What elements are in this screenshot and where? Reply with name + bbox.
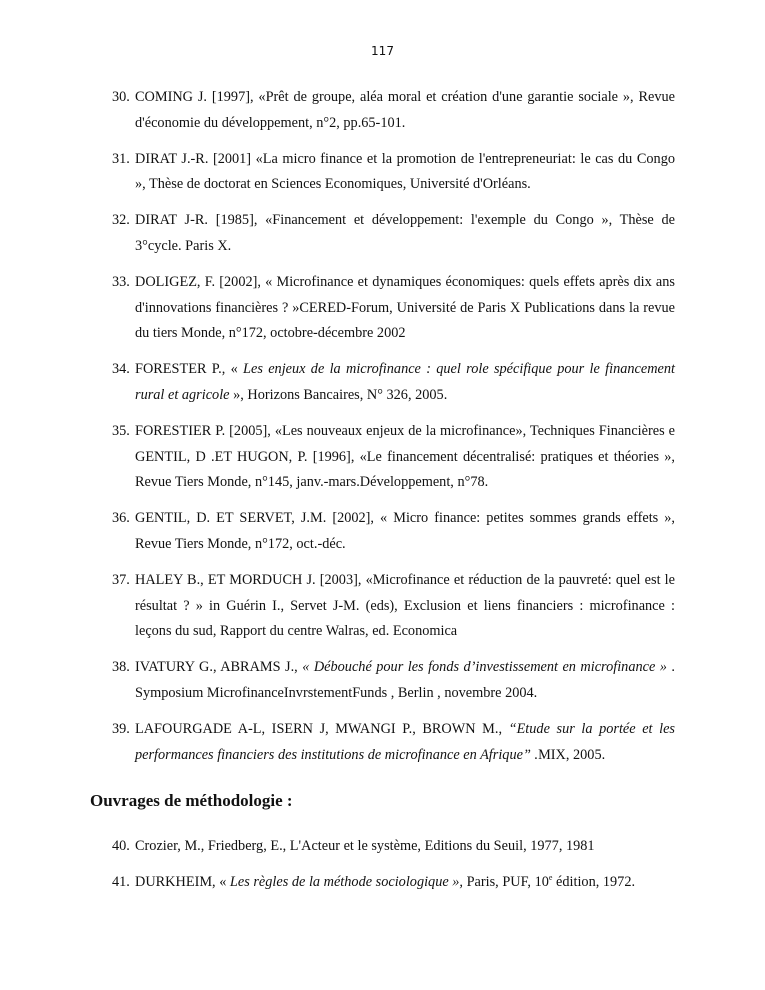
reference-text: DOLIGEZ, F. [2002], « Microfinance et dynamiques économiques: quels effets après dix ans d'innovations financières ? »CERED-Forum, Université de Paris X Publications dans la revue du tiers Monde, n°172, octobre-décembre 2002 bbox=[135, 274, 675, 342]
reference-number: 41. bbox=[112, 874, 130, 891]
reference-text: e bbox=[548, 873, 553, 883]
reference-text: FORESTIER P. [2005], «Les nouveaux enjeux de la microfinance», Techniques Financières e GENTIL, D .ET HUGON, P. [1996], «Le financement décentralisé: pratiques et théories », Revue Tiers Monde, n°145, janv.-mars.Développement, n°78. bbox=[135, 423, 675, 491]
reference-text: COMING J. [1997], «Prêt de groupe, aléa moral et création d'une garantie sociale », Revue d'économie du développement, n°2, pp.65-101. bbox=[135, 89, 675, 131]
reference-text: Crozier, M., Friedberg, E., L'Acteur et le système, Editions du Seuil, 1977, 1981 bbox=[135, 838, 595, 854]
reference-number: 32. bbox=[112, 212, 130, 229]
reference-text: . Symposium MicrofinanceInvrstementFunds , Berlin , novembre 2004. bbox=[135, 659, 675, 701]
reference-text: Paris, PUF, 10 bbox=[463, 874, 549, 891]
reference-number: 37. bbox=[112, 572, 130, 588]
reference-text: IVATURY G., ABRAMS J., bbox=[135, 659, 303, 676]
reference-item bbox=[112, 870, 675, 896]
reference-item bbox=[112, 270, 675, 347]
reference-text: DIRAT J-R. [1985], «Financement et développement: l'exemple du Congo », Thèse de 3°cycle. Paris X. bbox=[135, 212, 675, 254]
reference-number: 36. bbox=[112, 510, 130, 527]
reference-number: 30. bbox=[112, 89, 130, 105]
reference-text: MIX, 2005. bbox=[538, 746, 606, 763]
reference-list-methodology bbox=[112, 834, 675, 906]
section-heading: Ouvrages de méthodologie : bbox=[90, 791, 293, 810]
reference-text: GENTIL, D. ET SERVET, J.M. [2002], « Micro finance: petites sommes grands effets », Revue Tiers Monde, n°172, oct.-déc. bbox=[135, 510, 675, 552]
reference-item bbox=[112, 834, 675, 860]
reference-text: DIRAT J.-R. [2001] «La micro finance et la promotion de l'entrepreneuriat: le cas du Congo », Thèse de doctorat en Sciences Economiques, Université d'Orléans. bbox=[135, 150, 675, 193]
reference-text: LAFOURGADE A-L, ISERN J, MWANGI P., BROWN M., bbox=[135, 720, 509, 737]
reference-title-italic: Les règles de la méthode sociologique », bbox=[229, 874, 464, 891]
reference-item bbox=[112, 357, 675, 408]
reference-title-italic: Les enjeux de la microfinance : quel role spécifique pour le financement rural et agricole bbox=[135, 361, 675, 403]
reference-number: 35. bbox=[112, 423, 130, 440]
reference-item bbox=[112, 85, 675, 136]
reference-title-italic: “Etude sur la portée et les performances financiers des institutions de microfinance en Afrique” . bbox=[135, 720, 675, 763]
reference-item bbox=[112, 655, 675, 706]
reference-item bbox=[112, 208, 675, 259]
reference-number: 33. bbox=[112, 274, 130, 291]
reference-number: 31. bbox=[112, 150, 130, 167]
reference-list bbox=[112, 85, 675, 779]
reference-number: 34. bbox=[112, 361, 130, 378]
reference-number: 39. bbox=[112, 720, 130, 737]
reference-text: édition, 1972. bbox=[552, 874, 636, 891]
page-number: 117 bbox=[371, 44, 394, 58]
reference-text: FORESTER P., « bbox=[135, 361, 244, 378]
reference-item bbox=[112, 568, 675, 645]
reference-text: DURKHEIM, « bbox=[135, 874, 230, 891]
reference-item bbox=[112, 419, 675, 496]
reference-title-italic: « Débouché pour les fonds d’investissement en microfinance » bbox=[302, 659, 667, 676]
reference-item bbox=[112, 717, 675, 768]
reference-number: 38. bbox=[112, 659, 130, 676]
reference-text: », Horizons Bancaires, N° 326, 2005. bbox=[229, 386, 448, 403]
reference-number: 40. bbox=[112, 838, 130, 854]
reference-item bbox=[112, 506, 675, 557]
reference-text: HALEY B., ET MORDUCH J. [2003], «Microfinance et réduction de la pauvreté: quel est le résultat ? » in Guérin I., Servet J-M. (eds), Exclusion et liens financiers : microfinance : leçons du sud, Rapport du centre Walras, ed. Economica bbox=[135, 572, 675, 640]
reference-item bbox=[112, 147, 675, 198]
